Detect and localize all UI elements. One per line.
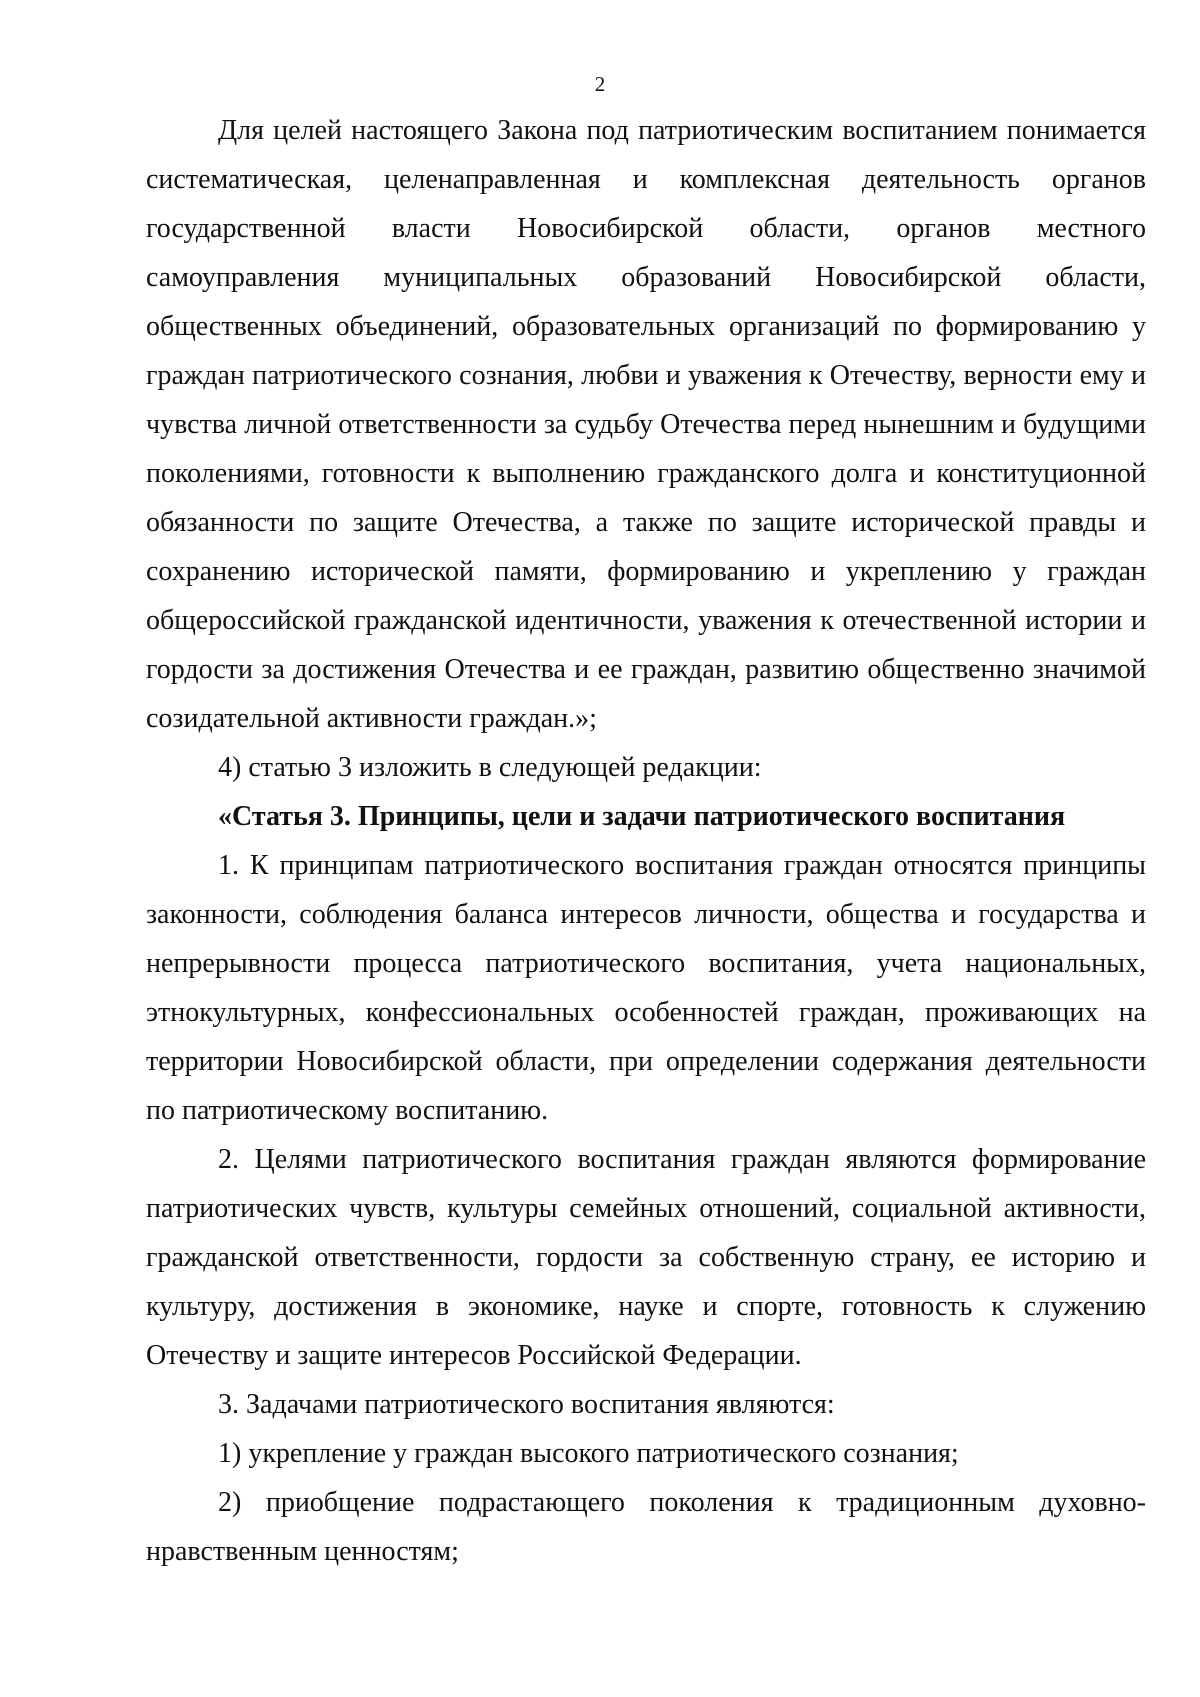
document-body <box>146 106 1146 1576</box>
paragraph-tasks-intro: 3. Задачами патриотического воспитания являются: <box>218 1389 835 1420</box>
article-3-heading: «Статья 3. Принципы, цели и задачи патриотического воспитания <box>218 801 1066 832</box>
paragraph-goals: 2. Целями патриотического воспитания граждан являются формирование патриотических чувств, культуры семейных отношений, социальной активности, гражданской ответственности, гордости за собственную страну, ее историю и культуру, достижения в экономике, науке и спорте, готовность к служению Отечеству и защите интересов Российской Федерации. <box>146 1144 1146 1371</box>
paragraph-amendment-item-4: 4) статью 3 изложить в следующей редакции: <box>218 752 762 783</box>
paragraph-definition: Для целей настоящего Закона под патриотическим воспитанием понимается систематическая, целенаправленная и комплексная деятельность органов государственной власти Новосибирской области, органов местного самоуправления муниципальных образований Новосибирской области, общественных объединений, образовательных организаций по формированию у граждан патриотического сознания, любви и уважения к Отечеству, верности ему и чувства личной ответственности за судьбу Отечества перед нынешним и будущими поколениями, готовности к выполнению гражданского долга и конституционной обязанности по защите Отечества, а также по защите исторической правды и сохранению исторической памяти, формированию и укреплению у граждан общероссийской гражданской идентичности, уважения к отечественной истории и гордости за достижения Отечества и ее граждан, развитию общественно значимой созидательной активности граждан.»; <box>146 115 1146 734</box>
page-number: 2 <box>594 72 606 96</box>
paragraph-task-1: 1) укрепление у граждан высокого патриотического сознания; <box>218 1438 959 1469</box>
paragraph-task-2: 2) приобщение подрастающего поколения к традиционным духовно-нравственным ценностям; <box>146 1487 1146 1567</box>
paragraph-principles: 1. К принципам патриотического воспитания граждан относятся принципы законности, соблюдения баланса интересов личности, общества и государства и непрерывности процесса патриотического воспитания, учета национальных, этнокультурных, конфессиональных особенностей граждан, проживающих на территории Новосибирской области, при определении содержания деятельности по патриотическому воспитанию. <box>146 850 1146 1126</box>
